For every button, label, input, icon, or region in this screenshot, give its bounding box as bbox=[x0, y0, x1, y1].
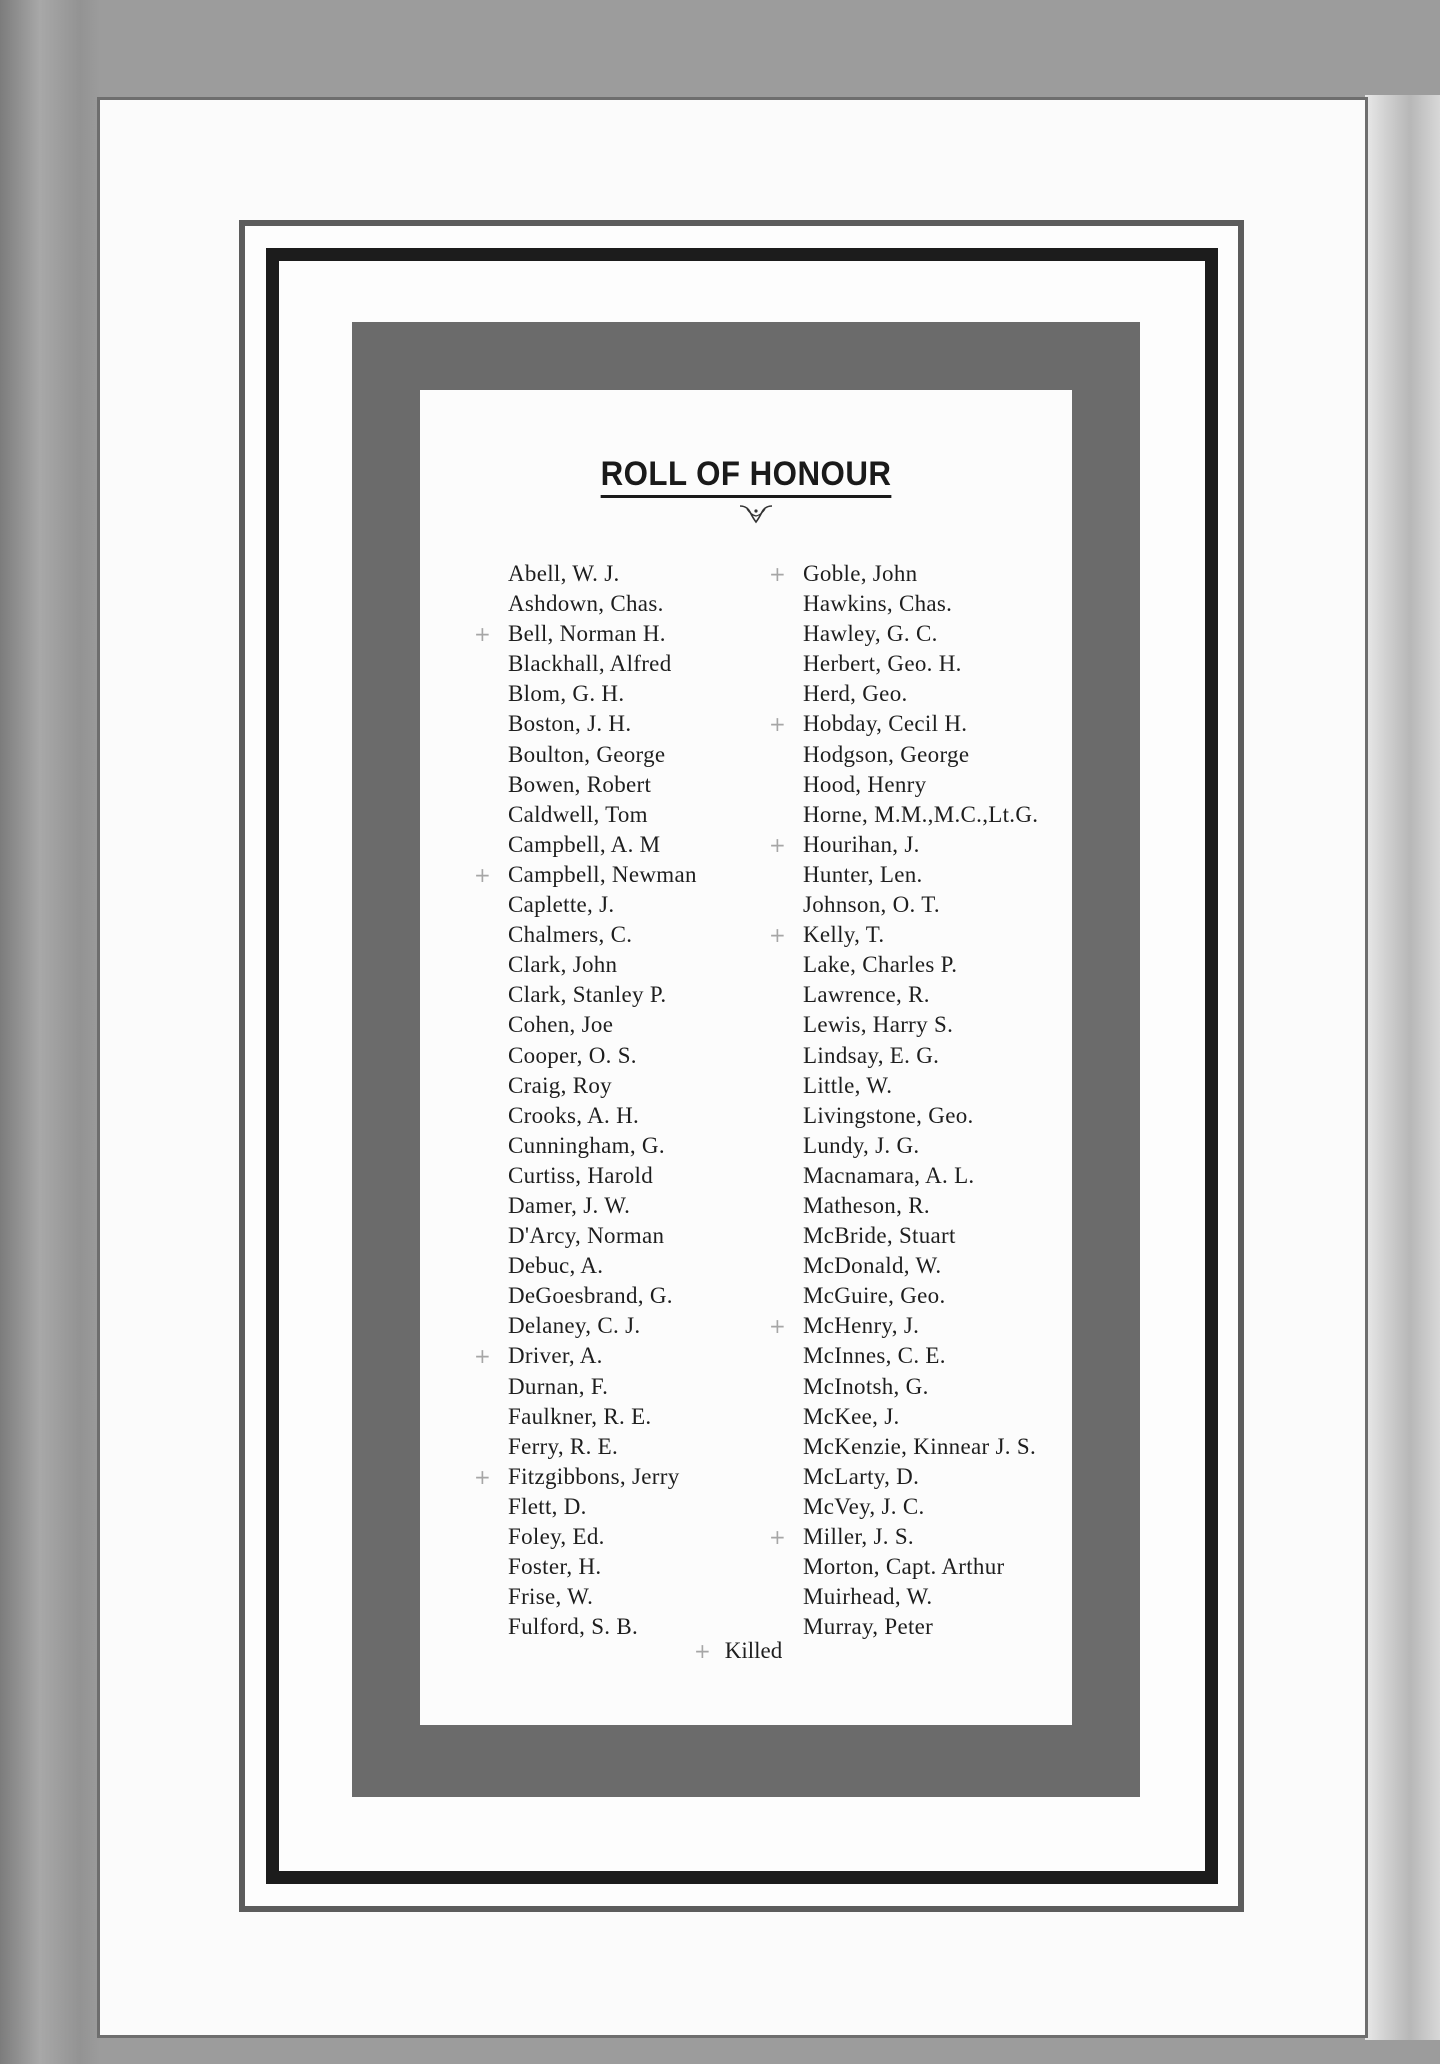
legend bbox=[694, 1638, 782, 1664]
person-name: Goble, John bbox=[803, 561, 918, 586]
list-item bbox=[474, 619, 697, 649]
person-name: D'Arcy, Norman bbox=[508, 1223, 665, 1249]
names-column-right bbox=[769, 559, 1039, 1642]
killed-mark-icon: + bbox=[474, 862, 492, 887]
person-name: Johnson, O. T. bbox=[803, 892, 940, 918]
list-item bbox=[803, 1582, 1038, 1612]
person-name: Horne, M.M.,M.C.,Lt.G. bbox=[803, 801, 1039, 827]
list-item bbox=[803, 740, 1038, 770]
list-item bbox=[508, 1372, 697, 1402]
list-item bbox=[803, 1462, 1038, 1492]
list-item bbox=[803, 1071, 1038, 1101]
person-name: Foster, H. bbox=[508, 1554, 602, 1580]
list-item bbox=[803, 589, 1038, 619]
list-item bbox=[508, 1402, 697, 1432]
list-item bbox=[508, 800, 697, 830]
list-item bbox=[508, 709, 697, 739]
list-item bbox=[508, 1041, 697, 1071]
killed-mark-icon: + bbox=[694, 1639, 711, 1663]
list-item bbox=[769, 1522, 1038, 1552]
person-name: Hawley, G. C. bbox=[803, 621, 938, 647]
person-name: McLarty, D. bbox=[803, 1463, 920, 1489]
person-name: Herd, Geo. bbox=[803, 681, 908, 707]
list-item bbox=[508, 950, 697, 980]
list-item bbox=[508, 1010, 697, 1040]
list-item bbox=[474, 1462, 697, 1492]
person-name: Hourihan, J. bbox=[803, 831, 920, 857]
list-item bbox=[769, 830, 1038, 860]
person-name: Boston, J. H. bbox=[508, 711, 632, 737]
person-name: Livingstone, Geo. bbox=[803, 1102, 974, 1128]
list-item bbox=[803, 860, 1038, 890]
killed-mark-icon: + bbox=[769, 562, 787, 586]
killed-mark-icon: + bbox=[474, 1464, 492, 1489]
person-name: Debuc, A. bbox=[508, 1253, 604, 1279]
list-item bbox=[508, 1311, 697, 1341]
list-item bbox=[769, 559, 1038, 589]
person-name: McGuire, Geo. bbox=[803, 1283, 946, 1309]
person-name: Campbell, Newman bbox=[508, 861, 697, 887]
list-item bbox=[508, 559, 697, 589]
list-item bbox=[803, 800, 1038, 830]
list-item bbox=[769, 1311, 1038, 1341]
person-name: Blackhall, Alfred bbox=[508, 651, 672, 677]
list-item bbox=[508, 1101, 697, 1131]
list-item bbox=[508, 1191, 697, 1221]
legend-label: Killed bbox=[724, 1638, 783, 1663]
list-item bbox=[803, 980, 1038, 1010]
killed-mark-icon: + bbox=[769, 832, 787, 857]
list-item bbox=[803, 619, 1038, 649]
list-item bbox=[508, 740, 697, 770]
person-name: Cohen, Joe bbox=[508, 1012, 614, 1038]
person-name: Foley, Ed. bbox=[508, 1524, 605, 1549]
list-item bbox=[474, 860, 697, 890]
person-name: Frise, W. bbox=[508, 1584, 594, 1610]
list-item bbox=[508, 589, 697, 619]
list-item bbox=[803, 1341, 1038, 1371]
person-name: McKee, J. bbox=[803, 1403, 900, 1429]
list-item bbox=[803, 890, 1038, 920]
person-name: McBride, Stuart bbox=[803, 1223, 956, 1249]
list-item bbox=[803, 1251, 1038, 1281]
person-name: Craig, Roy bbox=[508, 1072, 612, 1098]
ornament-icon bbox=[738, 503, 774, 525]
list-item bbox=[508, 830, 697, 860]
person-name: McInotsh, G. bbox=[803, 1373, 929, 1399]
person-name: Ferry, R. E. bbox=[508, 1433, 619, 1459]
person-name: Faulkner, R. E. bbox=[508, 1403, 652, 1429]
person-name: Fitzgibbons, Jerry bbox=[508, 1463, 680, 1489]
person-name: McKenzie, Kinnear J. S. bbox=[803, 1433, 1037, 1459]
killed-mark-icon: + bbox=[769, 1314, 787, 1339]
person-name: Bowen, Robert bbox=[508, 771, 652, 797]
list-item bbox=[803, 679, 1038, 709]
person-name: Matheson, R. bbox=[803, 1192, 930, 1218]
person-name: Delaney, C. J. bbox=[508, 1313, 641, 1339]
person-name: Chalmers, C. bbox=[508, 922, 633, 948]
list-item bbox=[803, 1432, 1038, 1462]
list-item bbox=[508, 1582, 697, 1612]
list-item bbox=[803, 1612, 1038, 1642]
person-name: Driver, A. bbox=[508, 1343, 603, 1369]
person-name: Lawrence, R. bbox=[803, 982, 930, 1008]
list-item bbox=[803, 1101, 1038, 1131]
person-name: Lewis, Harry S. bbox=[803, 1012, 954, 1038]
list-item bbox=[508, 1492, 697, 1522]
person-name: McDonald, W. bbox=[803, 1253, 942, 1279]
list-item bbox=[508, 679, 697, 709]
list-item bbox=[803, 1191, 1038, 1221]
person-name: Caldwell, Tom bbox=[508, 801, 648, 827]
person-name: Kelly, T. bbox=[803, 922, 885, 948]
list-item bbox=[803, 1131, 1038, 1161]
killed-mark-icon: + bbox=[474, 1344, 492, 1369]
list-item bbox=[508, 1612, 697, 1642]
list-item bbox=[769, 709, 1038, 739]
list-item bbox=[508, 1221, 697, 1251]
person-name: Fulford, S. B. bbox=[508, 1614, 639, 1640]
person-name: Blom, G. H. bbox=[508, 681, 625, 707]
list-item bbox=[803, 1372, 1038, 1402]
person-name: Murray, Peter bbox=[803, 1614, 934, 1640]
list-item bbox=[803, 1010, 1038, 1040]
person-name: Clark, John bbox=[508, 952, 618, 978]
person-name: Abell, W. J. bbox=[508, 561, 620, 586]
person-name: Ashdown, Chas. bbox=[508, 591, 664, 617]
person-name: McInnes, C. E. bbox=[803, 1343, 946, 1369]
person-name: Macnamara, A. L. bbox=[803, 1162, 975, 1188]
list-item bbox=[508, 920, 697, 950]
list-item bbox=[803, 1161, 1038, 1191]
list-item bbox=[508, 980, 697, 1010]
person-name: Muirhead, W. bbox=[803, 1584, 933, 1610]
person-name: Caplette, J. bbox=[508, 892, 615, 918]
list-item bbox=[803, 1041, 1038, 1071]
person-name: Lindsay, E. G. bbox=[803, 1042, 940, 1068]
list-item bbox=[508, 1131, 697, 1161]
list-item bbox=[803, 649, 1038, 679]
list-item bbox=[769, 920, 1038, 950]
person-name: Flett, D. bbox=[508, 1493, 587, 1519]
person-name: Hood, Henry bbox=[803, 771, 927, 797]
person-name: Morton, Capt. Arthur bbox=[803, 1554, 1005, 1580]
person-name: Durnan, F. bbox=[508, 1373, 609, 1399]
list-item bbox=[508, 1281, 697, 1311]
person-name: Boulton, George bbox=[508, 741, 666, 767]
list-item bbox=[508, 1161, 697, 1191]
list-item bbox=[508, 1071, 697, 1101]
list-item bbox=[803, 770, 1038, 800]
list-item bbox=[474, 1341, 697, 1371]
person-name: Crooks, A. H. bbox=[508, 1102, 640, 1128]
list-item bbox=[803, 1402, 1038, 1432]
person-name: Curtiss, Harold bbox=[508, 1162, 654, 1188]
killed-mark-icon: + bbox=[474, 622, 492, 647]
list-item bbox=[508, 890, 697, 920]
person-name: Little, W. bbox=[803, 1072, 893, 1098]
list-item bbox=[508, 770, 697, 800]
killed-mark-icon: + bbox=[769, 712, 787, 737]
page-title: ROLL OF HONOUR bbox=[446, 455, 1046, 494]
killed-mark-icon: + bbox=[769, 1525, 787, 1549]
list-item bbox=[803, 1552, 1038, 1582]
list-item bbox=[508, 649, 697, 679]
person-name: Clark, Stanley P. bbox=[508, 982, 667, 1008]
person-name: Herbert, Geo. H. bbox=[803, 651, 962, 677]
list-item bbox=[803, 1221, 1038, 1251]
person-name: McHenry, J. bbox=[803, 1313, 920, 1339]
person-name: Hodgson, George bbox=[803, 741, 970, 767]
list-item bbox=[508, 1432, 697, 1462]
person-name: Campbell, A. M bbox=[508, 831, 661, 857]
person-name: Hobday, Cecil H. bbox=[803, 711, 968, 737]
list-item bbox=[803, 950, 1038, 980]
person-name: Hawkins, Chas. bbox=[803, 591, 953, 617]
person-name: McVey, J. C. bbox=[803, 1493, 925, 1519]
person-name: Cunningham, G. bbox=[508, 1132, 665, 1158]
list-item bbox=[508, 1552, 697, 1582]
list-item bbox=[803, 1281, 1038, 1311]
facing-page-edge bbox=[1365, 95, 1440, 2040]
list-item bbox=[508, 1522, 697, 1552]
person-name: Lake, Charles P. bbox=[803, 952, 958, 978]
person-name: Miller, J. S. bbox=[803, 1524, 914, 1549]
list-item bbox=[508, 1251, 697, 1281]
person-name: Cooper, O. S. bbox=[508, 1042, 637, 1068]
person-name: Hunter, Len. bbox=[803, 861, 923, 887]
list-item bbox=[803, 1492, 1038, 1522]
person-name: Lundy, J. G. bbox=[803, 1132, 920, 1158]
person-name: DeGoesbrand, G. bbox=[508, 1283, 673, 1309]
person-name: Bell, Norman H. bbox=[508, 621, 666, 647]
killed-mark-icon: + bbox=[769, 923, 787, 948]
person-name: Damer, J. W. bbox=[508, 1192, 631, 1218]
names-column-left bbox=[474, 559, 697, 1642]
